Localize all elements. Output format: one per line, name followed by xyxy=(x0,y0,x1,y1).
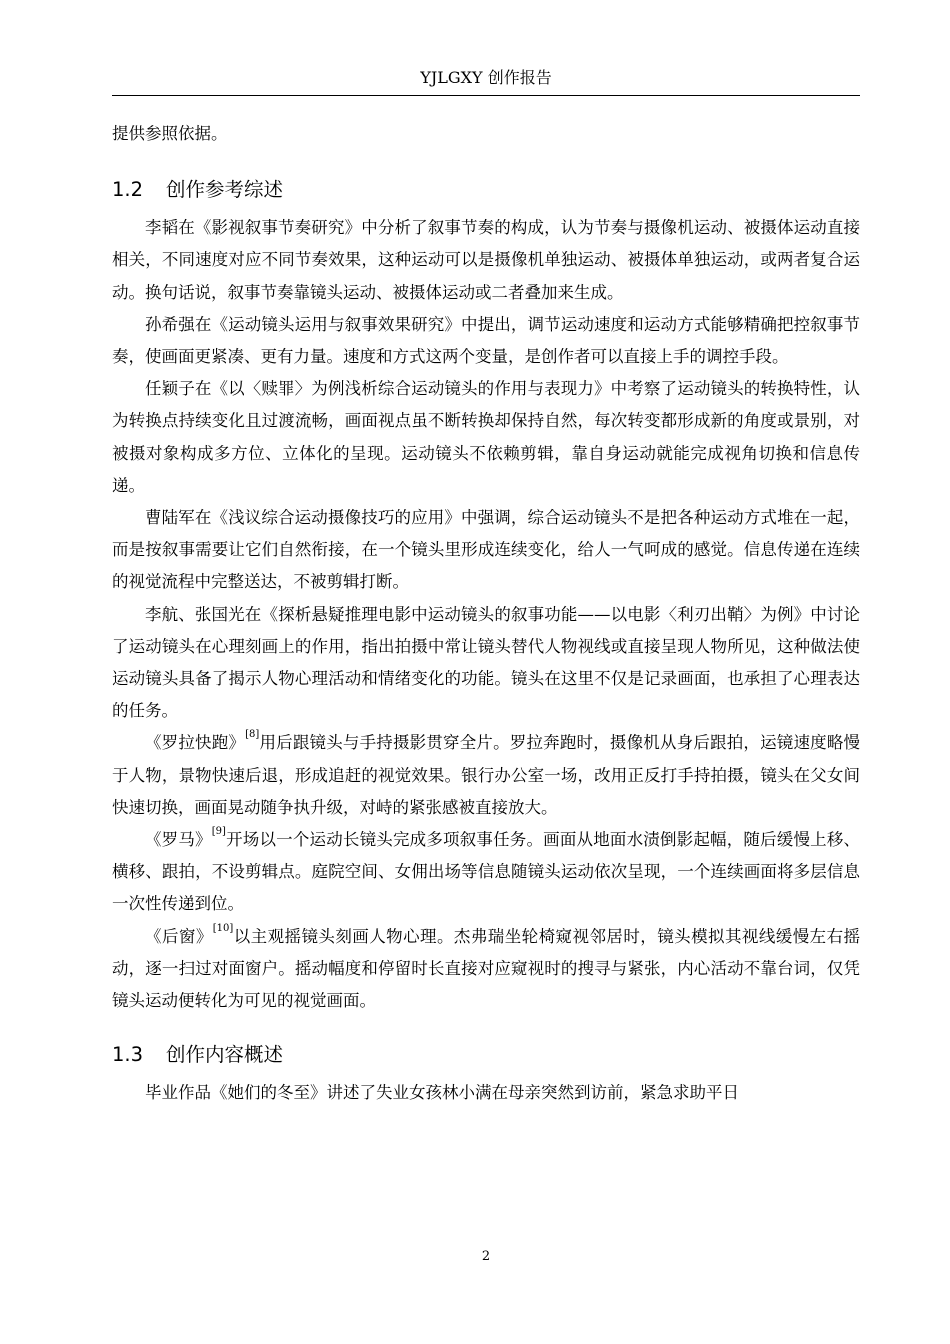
film-title: 《罗拉快跑》 xyxy=(145,733,246,753)
section-heading-1-3 xyxy=(112,1041,860,1069)
section-title: 创作内容概述 xyxy=(166,1043,284,1067)
film-paragraph-roma xyxy=(112,824,860,921)
film-text: 用后跟镜头与手持摄影贯穿全片。罗拉奔跑时，摄像机从身后跟拍，运镜速度略慢于人物，景物快速后退，形成追赶的视觉效果。银行办公室一场，改用正反打手持拍摄，镜头在父女间快速切换，画面晃动随争执升级，对峙的紧张感被直接放大。 xyxy=(112,733,861,817)
film-paragraph-lola xyxy=(112,727,860,824)
section-heading-1-2 xyxy=(112,176,860,204)
film-text: 开场以一个运动长镜头完成多项叙事任务。画面从地面水渍倒影起幅，随后缓慢上移、横移、跟拍，不设剪辑点。庭院空间、女佣出场等信息随镜头运动依次呈现，一个连续画面将多层信息一次性传递到位。 xyxy=(112,830,861,914)
citation-ref: [10] xyxy=(212,922,234,934)
citation-ref: [9] xyxy=(211,826,226,838)
film-paragraph-rear-window xyxy=(112,921,860,1018)
film-title: 《罗马》 xyxy=(145,830,212,850)
paragraph: 曹陆军在《浅议综合运动摄像技巧的应用》中强调，综合运动镜头不是把各种运动方式堆在一起，而是按叙事需要让它们自然衔接，在一个镜头里形成连续变化，给人一气呵成的感觉。信息传递在连续的视觉流程中完整送达，不被剪辑打断。 xyxy=(112,508,860,592)
page-number: 2 xyxy=(481,1249,491,1264)
page-header: YJLGXY 创作报告 xyxy=(420,68,552,87)
paragraph: 李韬在《影视叙事节奏研究》中分析了叙事节奏的构成，认为节奏与摄像机运动、被摄体运动直接相关，不同速度对应不同节奏效果，这种运动可以是摄像机单独运动、被摄体单独运动，或两者复合运动。换句话说，叙事节奏靠镜头运动、被摄体运动或二者叠加来生成。 xyxy=(112,218,860,302)
paragraph: 任颖子在《以〈赎罪〉为例浅析综合运动镜头的作用与表现力》中考察了运动镜头的转换特性，认为转换点持续变化且过渡流畅，画面视点虽不断转换却保持自然，每次转变都形成新的角度或景别，对被摄对象构成多方位、立体化的呈现。运动镜头不依赖剪辑，靠自身运动就能完成视角切换和信息传递。 xyxy=(112,379,860,495)
film-title: 《后窗》 xyxy=(145,926,213,946)
header-rule xyxy=(112,95,860,96)
section-title: 创作参考综述 xyxy=(166,178,284,202)
paragraph: 孙希强在《运动镜头运用与叙事效果研究》中提出，调节运动速度和运动方式能够精确把控叙事节奏，使画面更紧凑、更有力量。速度和方式这两个变量，是创作者可以直接上手的调控手段。 xyxy=(112,314,860,367)
paragraph: 李航、张国光在《探析悬疑推理电影中运动镜头的叙事功能——以电影〈利刃出鞘〉为例》中讨论了运动镜头在心理刻画上的作用，指出拍摄中常让镜头替代人物视线或直接呈现人物所见，这种做法使运动镜头具备了揭示人物心理活动和情绪变化的功能。镜头在这里不仅是记录画面，也承担了心理表达的任务。 xyxy=(112,604,860,721)
section-number: 1.2 xyxy=(112,178,144,202)
continuation-text: 提供参照依据。 xyxy=(112,124,228,143)
page-body xyxy=(112,118,860,1109)
paragraph: 毕业作品《她们的冬至》讲述了失业女孩林小满在母亲突然到访前，紧急求助平日 xyxy=(145,1083,739,1103)
citation-ref: [8] xyxy=(245,729,260,741)
section-number: 1.3 xyxy=(112,1043,144,1067)
film-text: 以主观摇镜头刻画人物心理。杰弗瑞坐轮椅窥视邻居时，镜头模拟其视线缓慢左右摇动，逐一扫过对面窗户。摇动幅度和停留时长直接对应窥视时的搜寻与紧张，内心活动不靠台词，仅凭镜头运动便转化为可见的视觉画面。 xyxy=(112,926,861,1011)
